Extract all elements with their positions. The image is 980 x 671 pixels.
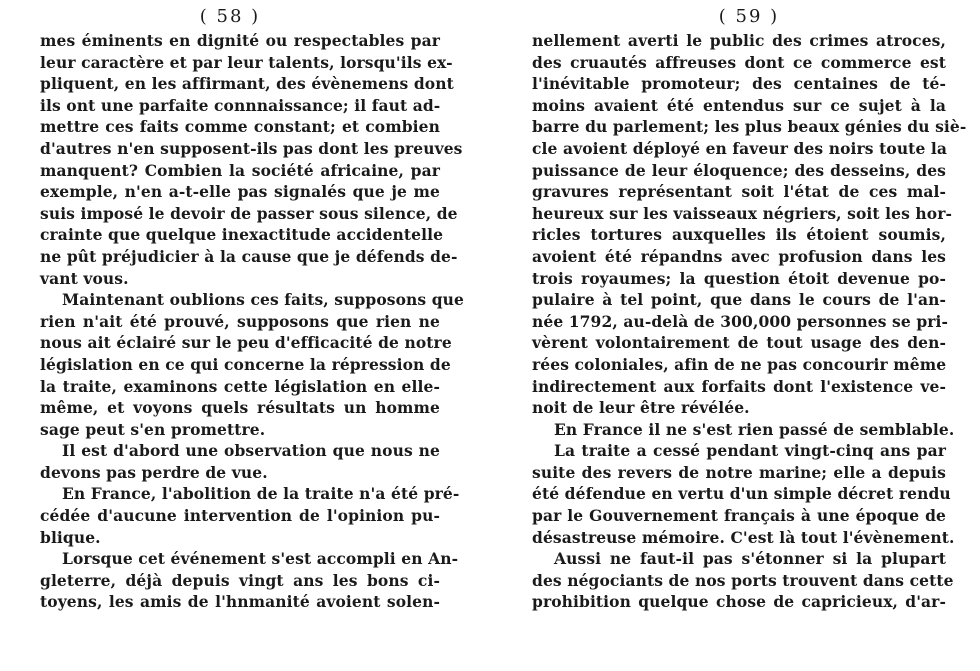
text-line: crainte que quelque inexactitude accidentelle bbox=[40, 225, 444, 245]
text-line: la traite, examinons cette législation en elle- bbox=[40, 376, 440, 396]
left-page bbox=[40, 0, 465, 613]
page-number-right: ( 59 ) bbox=[718, 6, 780, 27]
text-line: leur caractère et par leur talents, lorsqu'ils ex- bbox=[40, 52, 453, 72]
text-line: En France il ne s'est rien passé de semblable. bbox=[554, 419, 955, 439]
text-line: rien n'ait été prouvé, supposons que rien ne bbox=[40, 311, 440, 331]
text-line: trois royaumes; la question étoit devenue po- bbox=[532, 268, 946, 288]
text-line: pliquent, en les affirmant, des évènemens dont bbox=[40, 74, 454, 94]
text-line: sage peut s'en promettre. bbox=[40, 419, 266, 439]
text-line: noit de leur être révélée. bbox=[532, 398, 750, 418]
text-line: cle avoient déployé en faveur des noirs toute la bbox=[532, 138, 948, 158]
right-page bbox=[532, 0, 967, 613]
text-line: ricles tortures auxquelles ils étoient soumis, bbox=[532, 225, 946, 245]
text-line: suite des revers de notre marine; elle a depuis bbox=[532, 462, 946, 482]
text-line: des cruautés affreuses dont ce commerce est bbox=[532, 52, 946, 72]
text-line: moins avaient été entendus sur ce sujet à la bbox=[532, 95, 946, 115]
text-line: vèrent volontairement de tout usage des den- bbox=[532, 333, 946, 353]
text-line: avoient été répandns avec profusion dans les bbox=[532, 246, 946, 266]
text-line: cédée d'aucune intervention de l'opinion pu- bbox=[40, 506, 440, 526]
text-line: puissance de leur éloquence; des desseins, des bbox=[532, 160, 946, 180]
text-line: mettre ces faits comme constant; et combien bbox=[40, 117, 440, 137]
text-line: La traite a cessé pendant vingt-cinq ans par bbox=[554, 441, 946, 461]
text-line: née 1792, au-delà de 300,000 personnes se pri- bbox=[532, 311, 949, 331]
text-line: même, et voyons quels résultats un homme bbox=[40, 398, 440, 418]
page-number-left: ( 58 ) bbox=[199, 6, 261, 27]
text-line: toyens, les amis de l'hnmanité avoient solen- bbox=[40, 592, 440, 612]
text-line: Il est d'abord une observation que nous ne bbox=[62, 441, 440, 461]
text-line: manquent? Combien la société africaine, par bbox=[40, 160, 440, 180]
text-line: prohibition quelque chose de capricieux, d'ar- bbox=[532, 592, 946, 612]
text-line: nellement averti le public des crimes atroces, bbox=[532, 31, 946, 50]
text-line: des négociants de nos ports trouvent dans cette bbox=[532, 570, 954, 590]
text-line: ils ont une parfaite connnaissance; il faut ad- bbox=[40, 95, 441, 115]
text-line: devons pas perdre de vue. bbox=[40, 462, 268, 482]
right-page-body bbox=[532, 30, 967, 613]
text-line: heureux sur les vaisseaux négriers, soit les hor- bbox=[532, 203, 953, 223]
text-line: d'autres n'en supposent-ils pas dont les preuves bbox=[40, 138, 463, 158]
text-line: mes éminents en dignité ou respectables par bbox=[40, 31, 440, 50]
text-line: indirectement aux forfaits dont l'existence ve- bbox=[532, 376, 946, 396]
text-line: pulaire à tel point, que dans le cours de l'an- bbox=[532, 290, 946, 310]
text-line: par le Gouvernement français à une époque de bbox=[532, 506, 946, 526]
text-line: gleterre, déjà depuis vingt ans les bons ci- bbox=[40, 570, 440, 590]
text-line: gravures représentant soit l'état de ces mal- bbox=[532, 182, 946, 202]
text-line: Aussi ne faut-il pas s'étonner si la plupart bbox=[554, 549, 946, 569]
left-page-body bbox=[40, 30, 465, 613]
text-line: l'inévitable promoteur; des centaines de té- bbox=[532, 74, 946, 94]
text-line: rées coloniales, afin de ne pas concourir même bbox=[532, 354, 947, 374]
text-line: législation en ce qui concerne la répression de bbox=[40, 354, 451, 374]
text-line: blique. bbox=[40, 527, 101, 547]
text-line: Maintenant oublions ces faits, supposons que bbox=[62, 290, 465, 310]
text-line: été défendue en vertu d'un simple décret rendu bbox=[532, 484, 951, 504]
text-line: désastreuse mémoire. C'est là tout l'évènement. bbox=[532, 527, 955, 547]
text-line: ne pût préjudicier à la cause que je défends de- bbox=[40, 246, 458, 266]
text-line: nous ait éclairé sur le peu d'efficacité de notre bbox=[40, 333, 452, 353]
text-line: vant vous. bbox=[40, 268, 129, 288]
text-line: barre du parlement; les plus beaux génies du siè- bbox=[532, 117, 967, 137]
text-line: suis imposé le devoir de passer sous silence, de bbox=[40, 203, 458, 223]
text-line: exemple, n'en a-t-elle pas signalés que je me bbox=[40, 182, 440, 202]
text-line: Lorsque cet événement s'est accompli en An- bbox=[62, 549, 459, 569]
text-line: En France, l'abolition de la traite n'a été pré- bbox=[62, 484, 460, 504]
